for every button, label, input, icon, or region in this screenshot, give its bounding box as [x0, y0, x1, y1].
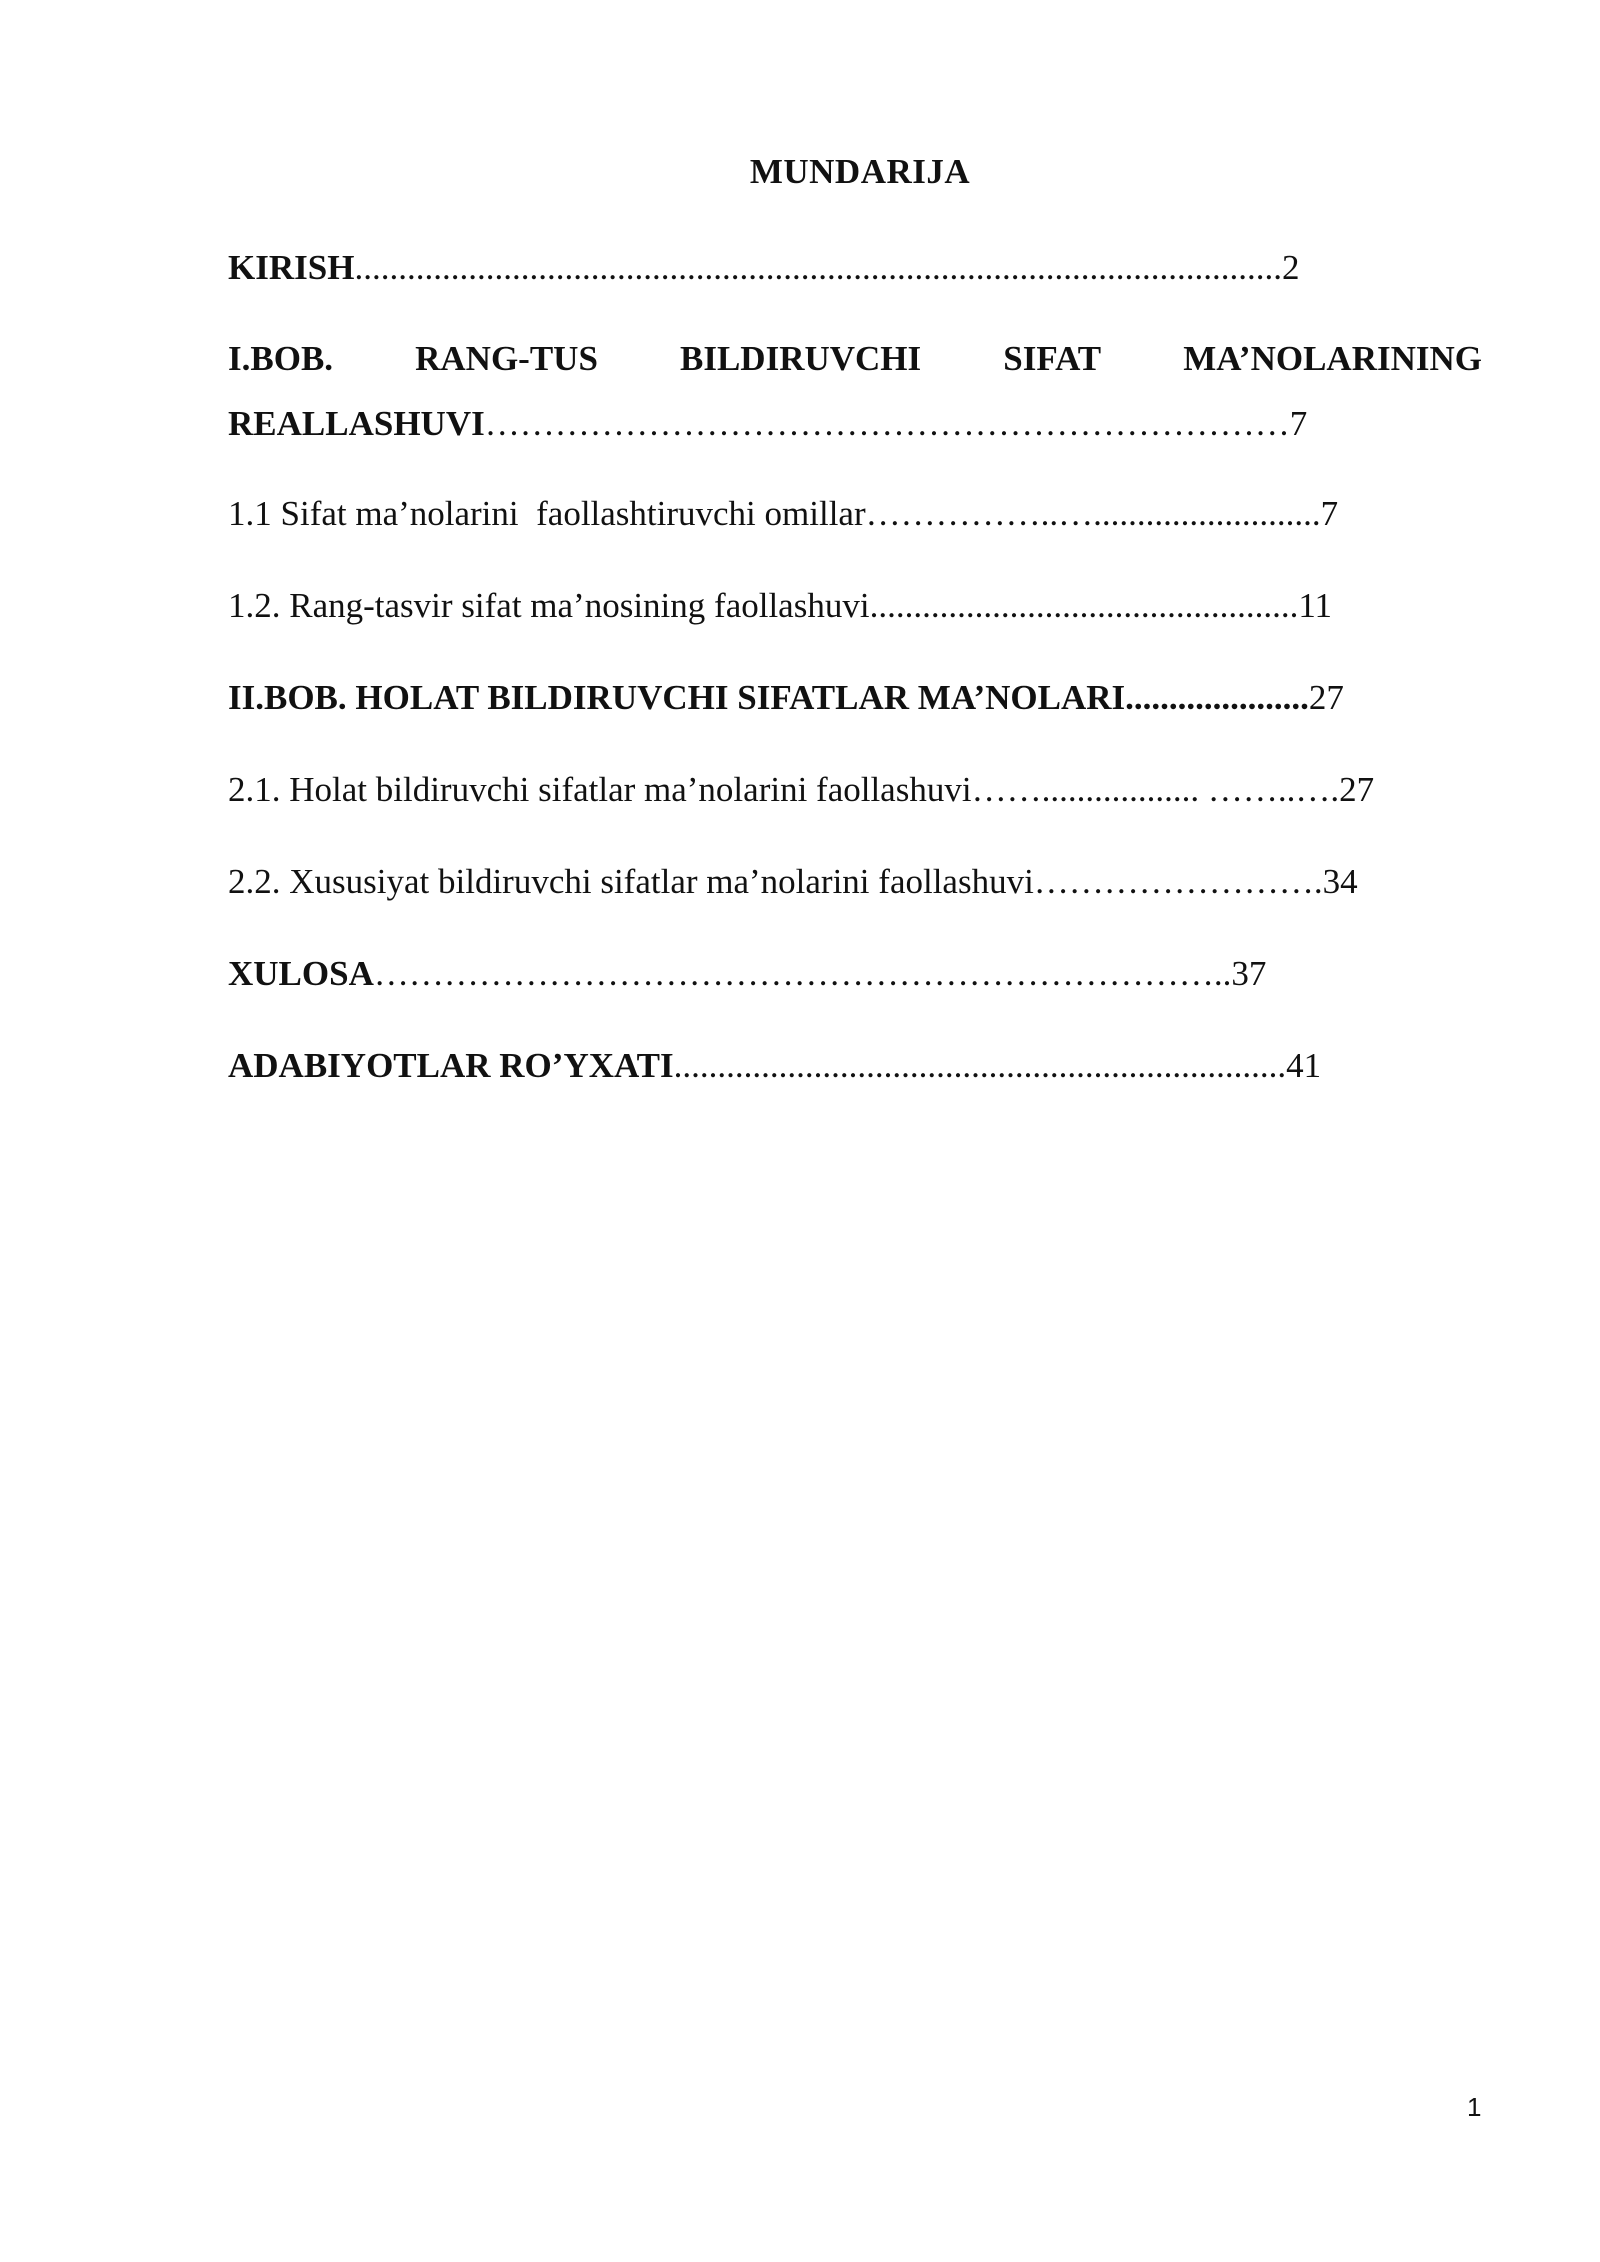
toc-entry-text: REALLASHUVI [228, 404, 485, 443]
toc-leader: …………………………………………………………… [484, 404, 1290, 443]
toc-word: BILDIRUVCHI [680, 339, 922, 378]
toc-word: SIFAT [1003, 339, 1102, 378]
page-title: MUNDARIJA [749, 152, 971, 191]
toc-entry-bob2 [228, 676, 1344, 720]
toc-page-number: 34 [1322, 862, 1358, 901]
toc-entry-2-2 [228, 860, 1358, 904]
toc-page-number: 41 [1286, 1046, 1322, 1085]
toc-entry-xulosa [228, 952, 1266, 996]
toc-word: RANG-TUS [415, 339, 598, 378]
toc-entry-2-1 [228, 768, 1374, 812]
toc-entry-bob1-line1 [228, 337, 1482, 381]
toc-entry-text: 2.1. Holat bildiruvchi sifatlar ma’nolarini faollashuvi [228, 770, 972, 809]
toc-page-number: 2 [1281, 248, 1300, 287]
toc-entry-1-2 [228, 584, 1332, 628]
toc-leader: ……………..….......................... [865, 494, 1321, 533]
toc-entry-bob1-line2 [228, 402, 1307, 446]
toc-leader: .......................................................................................................... [354, 248, 1282, 287]
toc-leader: ...................................................................... [673, 1046, 1287, 1085]
toc-entry-text: 1.1 Sifat ma’nolarini faollashtiruvchi omillar [228, 494, 866, 533]
toc-word: I.BOB. [228, 339, 334, 378]
toc-entry-kirish [228, 246, 1299, 290]
toc-page-number: 7 [1320, 494, 1339, 533]
toc-entry-text: II.BOB. HOLAT BILDIRUVCHI SIFATLAR MA’NOLARI [228, 678, 1126, 717]
toc-page-number: 7 [1289, 404, 1308, 443]
toc-page-number: 11 [1298, 586, 1333, 625]
page-number: 1 [1467, 2092, 1482, 2122]
toc-entry-1-1 [228, 492, 1338, 536]
toc-entry-adabiyotlar [228, 1044, 1321, 1088]
toc-entry-text: XULOSA [228, 954, 374, 993]
toc-entry-text: KIRISH [228, 248, 355, 287]
toc-page-number: 27 [1308, 678, 1344, 717]
toc-entry-text: 2.2. Xususiyat bildiruvchi sifatlar ma’nolarini faollashuvi [228, 862, 1034, 901]
toc-page-number: 27 [1339, 770, 1375, 809]
toc-word: MA’NOLARINING [1183, 339, 1482, 378]
toc-leader: …….................. ……..…. [971, 770, 1340, 809]
toc-page-number: 37 [1231, 954, 1267, 993]
toc-leader: ……………………………………………………………….. [373, 954, 1232, 993]
toc-entry-text: 1.2. Rang-tasvir sifat ma’nosining faollashuvi [228, 586, 870, 625]
toc-entry-text: ADABIYOTLAR RO’YXATI [228, 1046, 674, 1085]
toc-leader: ……………………. [1033, 862, 1323, 901]
toc-leader: ................................................. [869, 586, 1299, 625]
toc-leader: ..................... [1125, 678, 1309, 717]
